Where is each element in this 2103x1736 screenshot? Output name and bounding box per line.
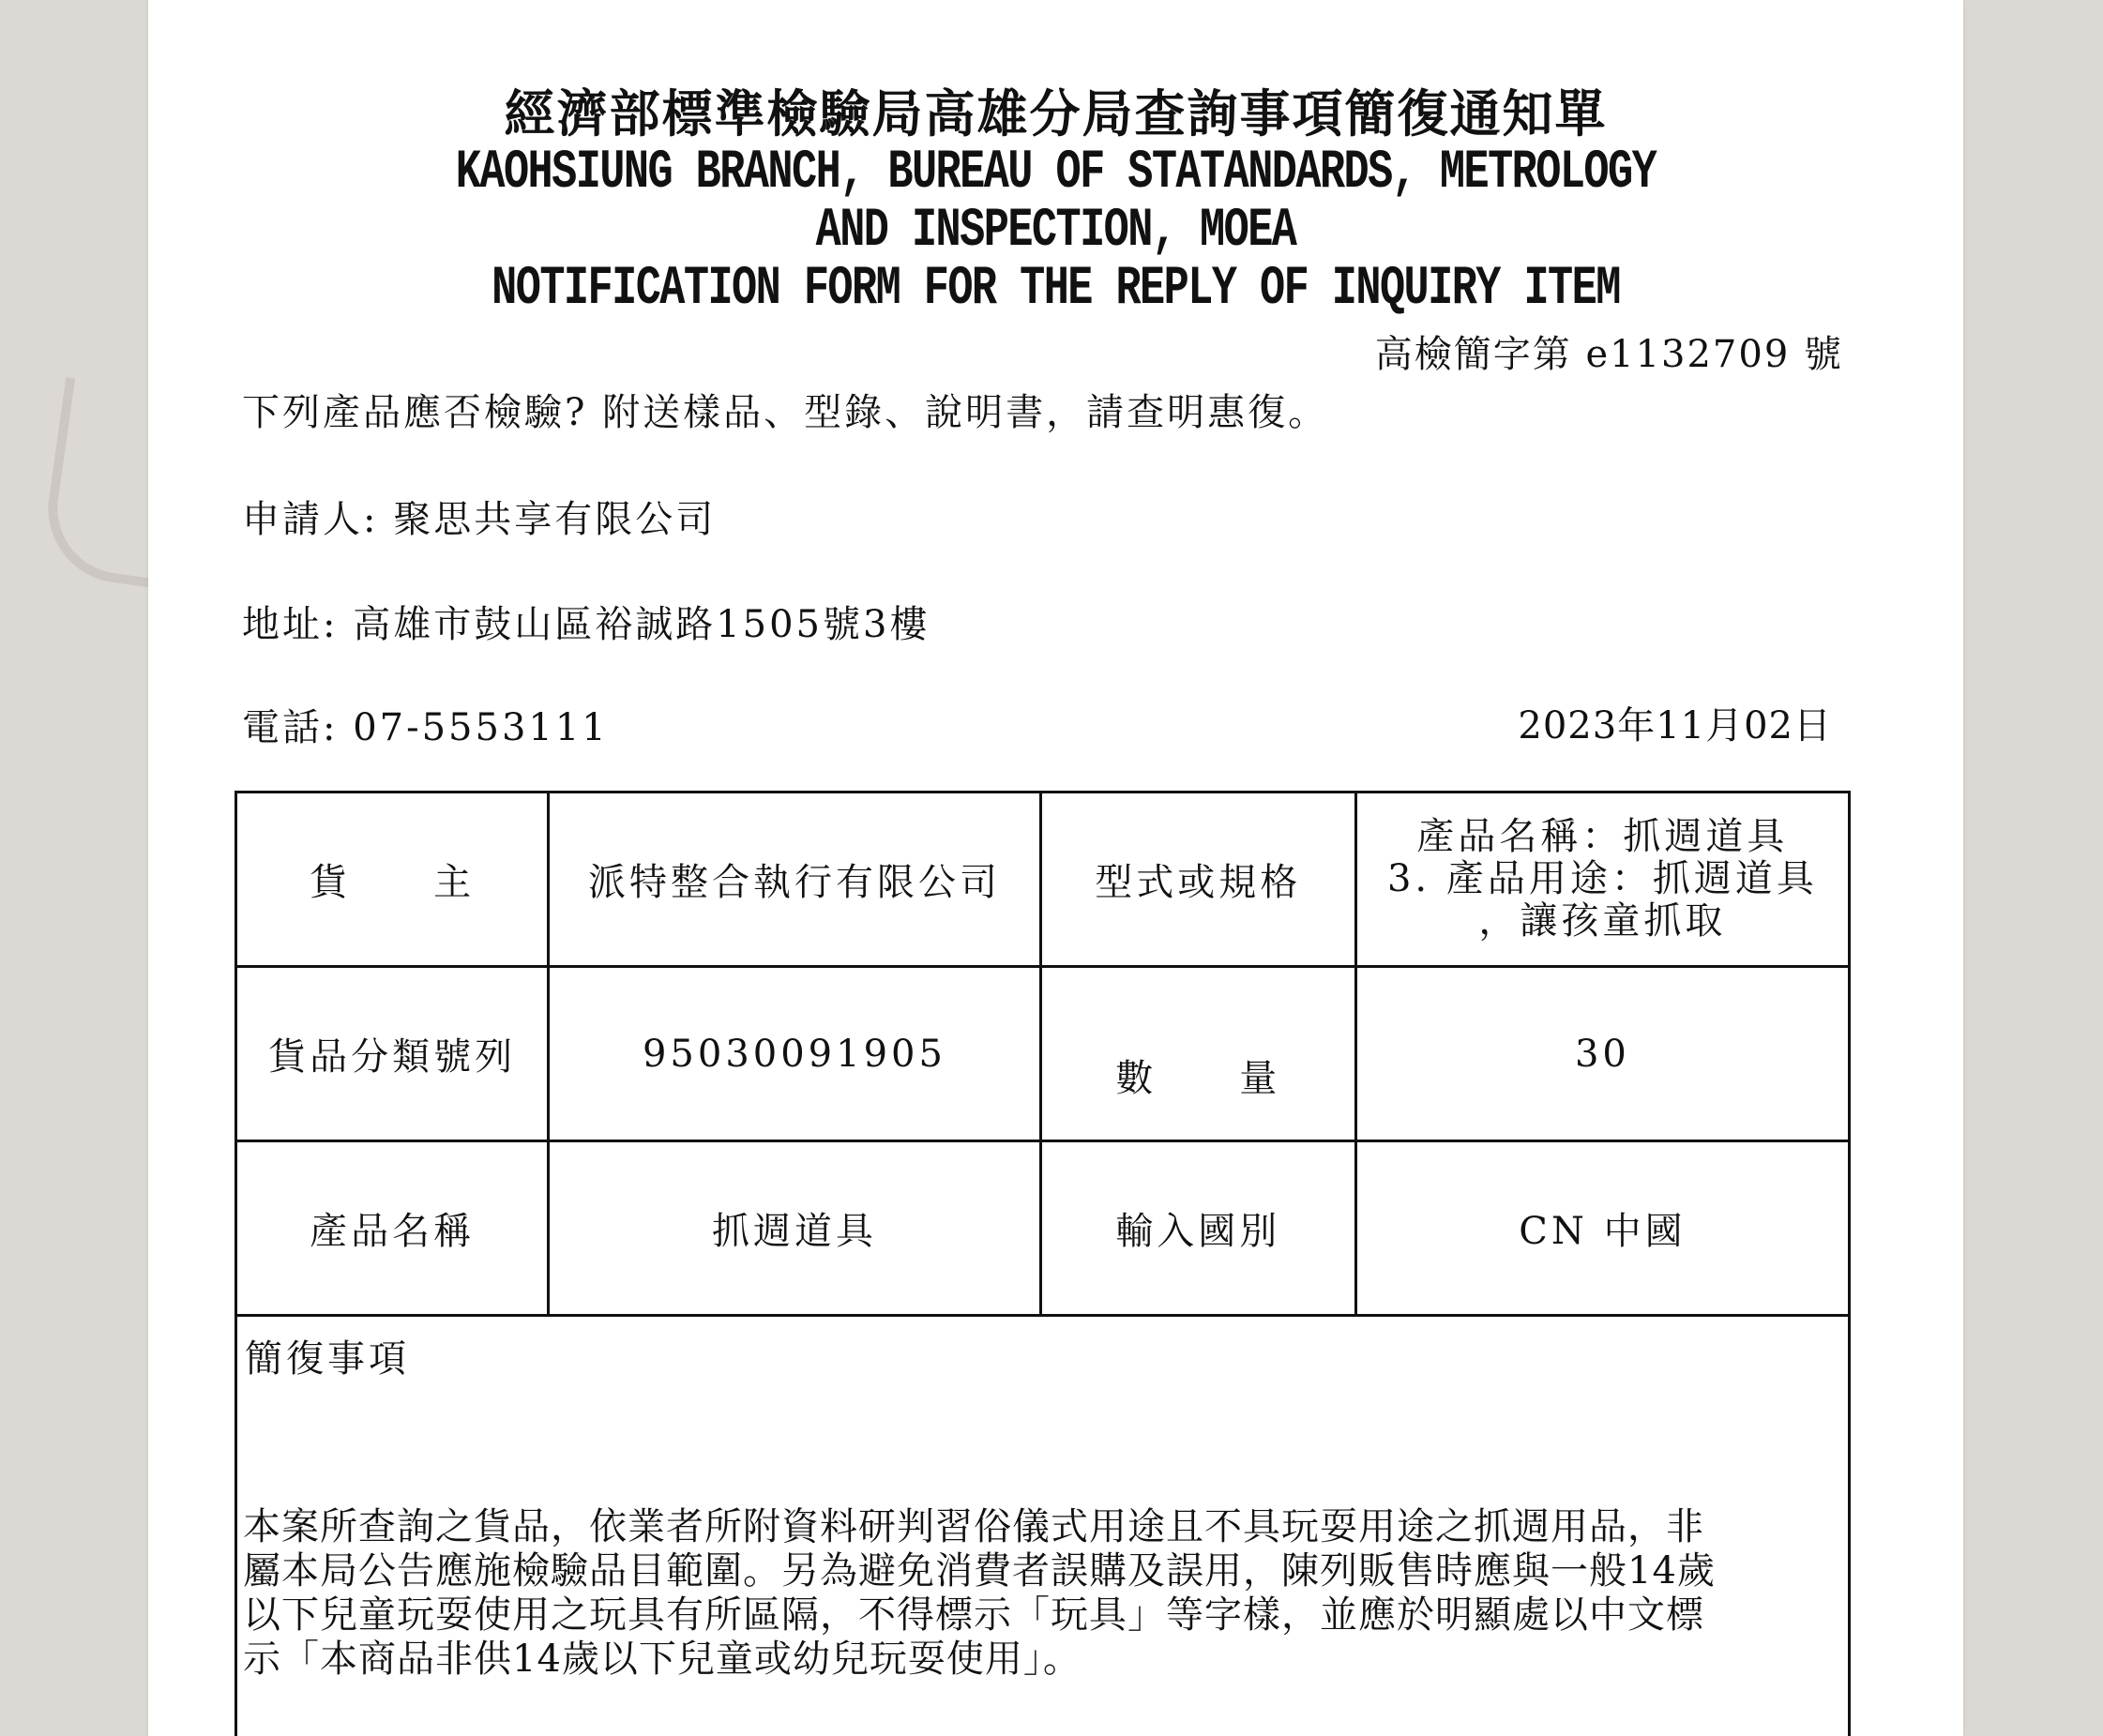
reply-line-1: 本案所查詢之貨品，依業者所附資料研判習俗儀式用途且不具玩耍用途之抓週用品，非 [243, 1505, 1704, 1548]
owner-value: 派特整合執行有限公司 [549, 793, 1040, 967]
reply-title: 簡復事項 [245, 1337, 410, 1381]
spec-label: 型式或規格 [1040, 793, 1355, 967]
address: 地址: 高雄市鼓山區裕誠路1505號3樓 [242, 603, 930, 646]
title-english-line-2: AND INSPECTION, MOEA [815, 201, 1296, 262]
hs-code-label: 貨品分類號列 [236, 967, 549, 1141]
product-name-label: 產品名稱 [236, 1141, 549, 1316]
table-row [236, 793, 1850, 967]
product-name-value: 抓週道具 [549, 1141, 1040, 1316]
quantity-value: 30 [1355, 967, 1849, 1141]
applicant: 申請人: 聚思共享有限公司 [242, 498, 717, 541]
title-english-line-1: KAOHSIUNG BRANCH, BUREAU OF STATANDARDS, METROLOGY [455, 143, 1657, 204]
quantity-label: 數 量 [1040, 967, 1355, 1141]
title-chinese: 經濟部標準檢驗局高雄分局查詢事項簡復通知單 [504, 83, 1608, 143]
origin-label: 輸入國別 [1040, 1141, 1355, 1316]
reply-body [243, 1505, 1847, 1682]
reply-line-3: 以下兒童玩耍使用之玩具有所區隔，不得標示「玩具」等字樣，並應於明顯處以中文標 [243, 1593, 1704, 1637]
spec-value-line-1: 產品名稱：抓週道具 [1416, 815, 1789, 858]
reply-section [235, 1316, 1851, 1736]
document-title [148, 83, 1963, 319]
table-row [236, 967, 1850, 1141]
intro-text: 下列產品應否檢驗? 附送樣品、型錄、說明書，請查明惠復。 [242, 391, 1329, 434]
product-info-table [235, 791, 1851, 1317]
reference-number: 高檢簡字第 e1132709 號 [1374, 333, 1843, 376]
title-english-line-3: NOTIFICATION FORM FOR THE REPLY OF INQUIRY ITEM [492, 259, 1620, 320]
spec-value-line-2: 3. 產品用途：抓週道具 [1386, 857, 1818, 900]
hs-code-value: 95030091905 [549, 967, 1040, 1141]
notification-document [148, 0, 1963, 1736]
phone: 電話: 07-5553111 [242, 706, 609, 749]
reply-line-4: 示「本商品非供14歲以下兒童或幼兒玩耍使用」。 [243, 1638, 1082, 1681]
owner-label: 貨 主 [236, 793, 549, 967]
spec-value-line-3: ，讓孩童抓取 [1478, 899, 1727, 943]
reply-line-2: 屬本局公告應施檢驗品目範圍。另為避免消費者誤購及誤用，陳列販售時應與一般14歲 [243, 1549, 1716, 1593]
origin-value: CN 中國 [1355, 1141, 1849, 1316]
table-row [236, 1141, 1850, 1316]
spec-value [1355, 793, 1849, 967]
document-date: 2023年11月02日 [1518, 704, 1832, 747]
